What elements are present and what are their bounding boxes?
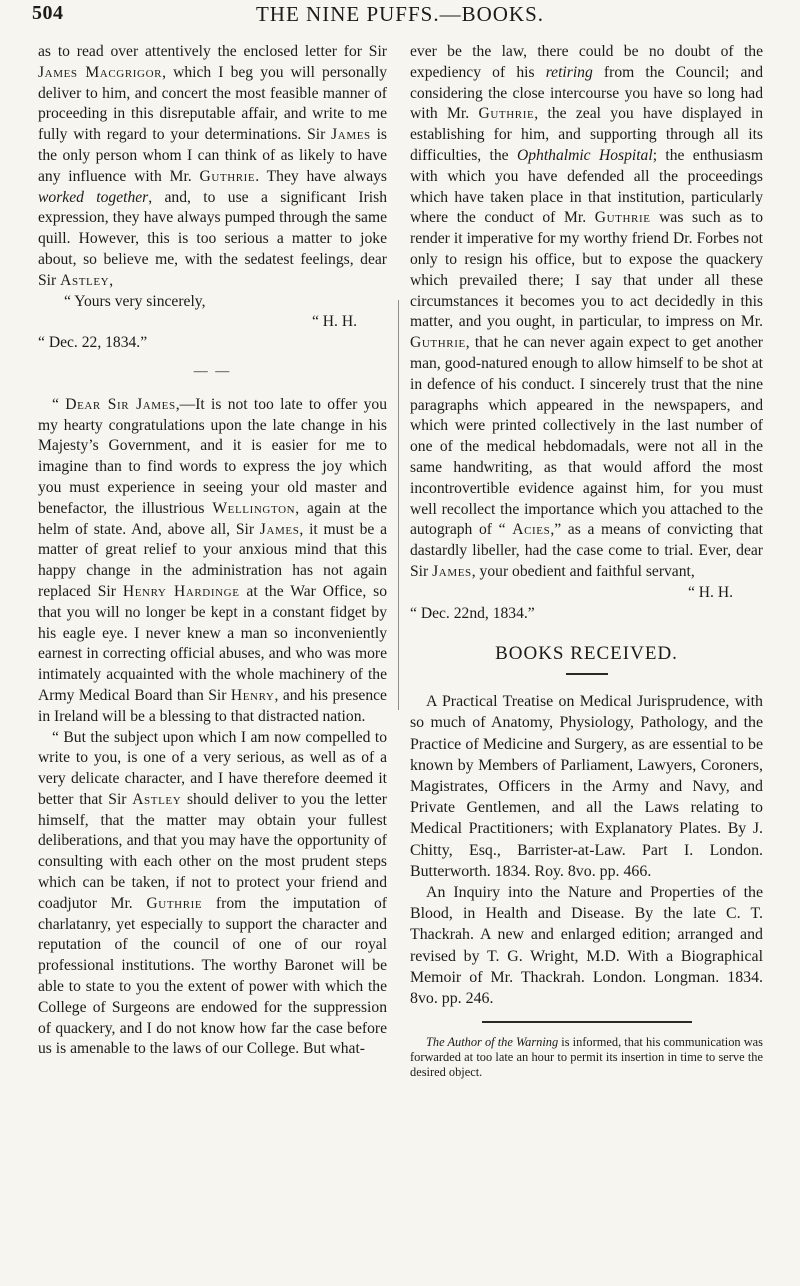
letter-paragraph: “ Dear Sir James,—It is not too late to offer you my hearty congratulations upon the late change in his Majesty’s Government, and it is easier for me to imagine than to find words to express the joy which you must experience in seeing your old master and benefactor, the illustrious Wellington, again at the helm of state. And, above all, Sir James, it must be a matter of great relief to your anxious mind that this happy change in the administration has not again replaced Sir Henry Hardinge at the War Office, so that you will no longer be kept in a constant fidget by his eagle eye. I never knew a man so inconveniently earnest in correcting official abuses, and who was more intimately acquainted with the whole machinery of the Army Medical Board than Sir Henry, and his presence in Ireland will be a blessing to that distracted nation. (38, 395, 387, 725)
editor-note: The Author of the Warning is informed, that his communication was forwarded at too late an hour to permit its insertion in time to serve the desired object. (410, 1035, 763, 1079)
letter-date: “ Dec. 22nd, 1834.” (410, 604, 535, 622)
letter-paragraph: ever be the law, there could be no doubt of the expediency of his retiring from the Council; and considering the close intercourse you have so long had with Mr. Guthrie, the zeal you have displayed in establishing for him, and supporting through all its difficulties, the Ophthalmic Hospital; the enthusiasm with which you have defended all the proceedings which have taken place in that institution, particularly where the conduct of Mr. Guthrie was such as to render it imperative for my worthy friend Dr. Forbes not only to resign his office, but to expose the quackery which prevailed there; I say that under all these circumstances it becomes you to act decidedly in this matter, and you ought, in particular, to impress on Mr. Guthrie, that he can never again expect to get another man, good-natured enough to allow himself to be shot at in defence of his conduct. I sincerely trust that the nine paragraphs which appeared in the newspapers, and which were printed collectively in the last number of one of the medical hebdomadals, were not all in the same handwriting, as that would afford the most incontrovertible evidence against him, for you must well recollect the importance which you attached to the autograph of “ Acies,” as a means of convicting that dastardly libeller, had the case come to trial. Ever, dear Sir James, your obedient and faithful servant, (410, 43, 764, 580)
letter-paragraph: as to read over attentively the enclosed letter for Sir James Macgrigor, which I beg you will personally deliver to him, and concert the most feasible manner of proceeding in this disreputable affair, and write to me fully with regard to your determinations. Sir James is the only person whom I can think of as likely to have any influence with Mr. Guthrie. They have always worked together, and, to use a significant Irish expression, they have always pumped through the same quill. However, this is too serious a matter to joke about, so believe me, with the sedatest feelings, dear Sir Astley, (38, 43, 388, 289)
letter-paragraph: “ But the subject upon which I am now compelled to write to you, is one of a very serious, as well as of a very delicate character, and I have therefore deemed it better that Sir Astley should deliver to you the letter himself, that the matter may obtain your fullest deliberations, and that you may have the opportunity of consulting with each other on the most prudent steps which can be taken, if not to protect your friend and coadjutor Mr. Guthrie from the imputation of charlatanry, yet especially to support the character and reputation of the council of one of our royal professional institutions. The worthy Baronet will be able to state to you the extent of power with which the College of Surgeons are endowed for the suppression of quackery, and I do not know how far the case before us is amenable to the laws of our College. But what- (38, 728, 388, 1058)
right-column (410, 42, 763, 1080)
section-title: BOOKS RECEIVED. (495, 643, 678, 665)
title-rule (566, 673, 608, 675)
letter-signature: “ H. H. (687, 583, 733, 601)
section-separator: — — (193, 363, 232, 379)
book-entry: A Practical Treatise on Medical Jurisprudence, with so much of Anatomy, Physiology, Pathology, and the Practice of Medicine and Surgery, as are essential to be known by Members of Parliament, Lawyers, Coroners, Magistrates, Officers in the Army and Navy, and Private Gentlemen, and all the Laws relating to Medical Practitioners; with Explanatory Plates. By J. Chitty, Esq., Barrister-at-Law. Part I. London. Butterworth. 1834. Roy. 8vo. pp. 466. (410, 693, 763, 880)
letter-closing: “ Yours very sincerely, (64, 292, 206, 310)
running-head: THE NINE PUFFS.—BOOKS. (255, 2, 545, 26)
left-column (38, 42, 387, 1060)
page-number: 504 (32, 2, 64, 24)
column-divider (398, 300, 399, 710)
footnote-rule (482, 1021, 692, 1023)
letter-date: “ Dec. 22, 1834.” (38, 334, 148, 352)
letter-signature: “ H. H. (311, 313, 357, 331)
page-header (0, 2, 800, 30)
book-entry: An Inquiry into the Nature and Properties of the Blood, in Health and Disease. By the late C. T. Thackrah. A new and enlarged edition; arranged and revised by T. G. Wright, M.D. With a Biographical Memoir of Mr. Thackrah. London. Longman. 1834. 8vo. pp. 246. (410, 883, 763, 1007)
